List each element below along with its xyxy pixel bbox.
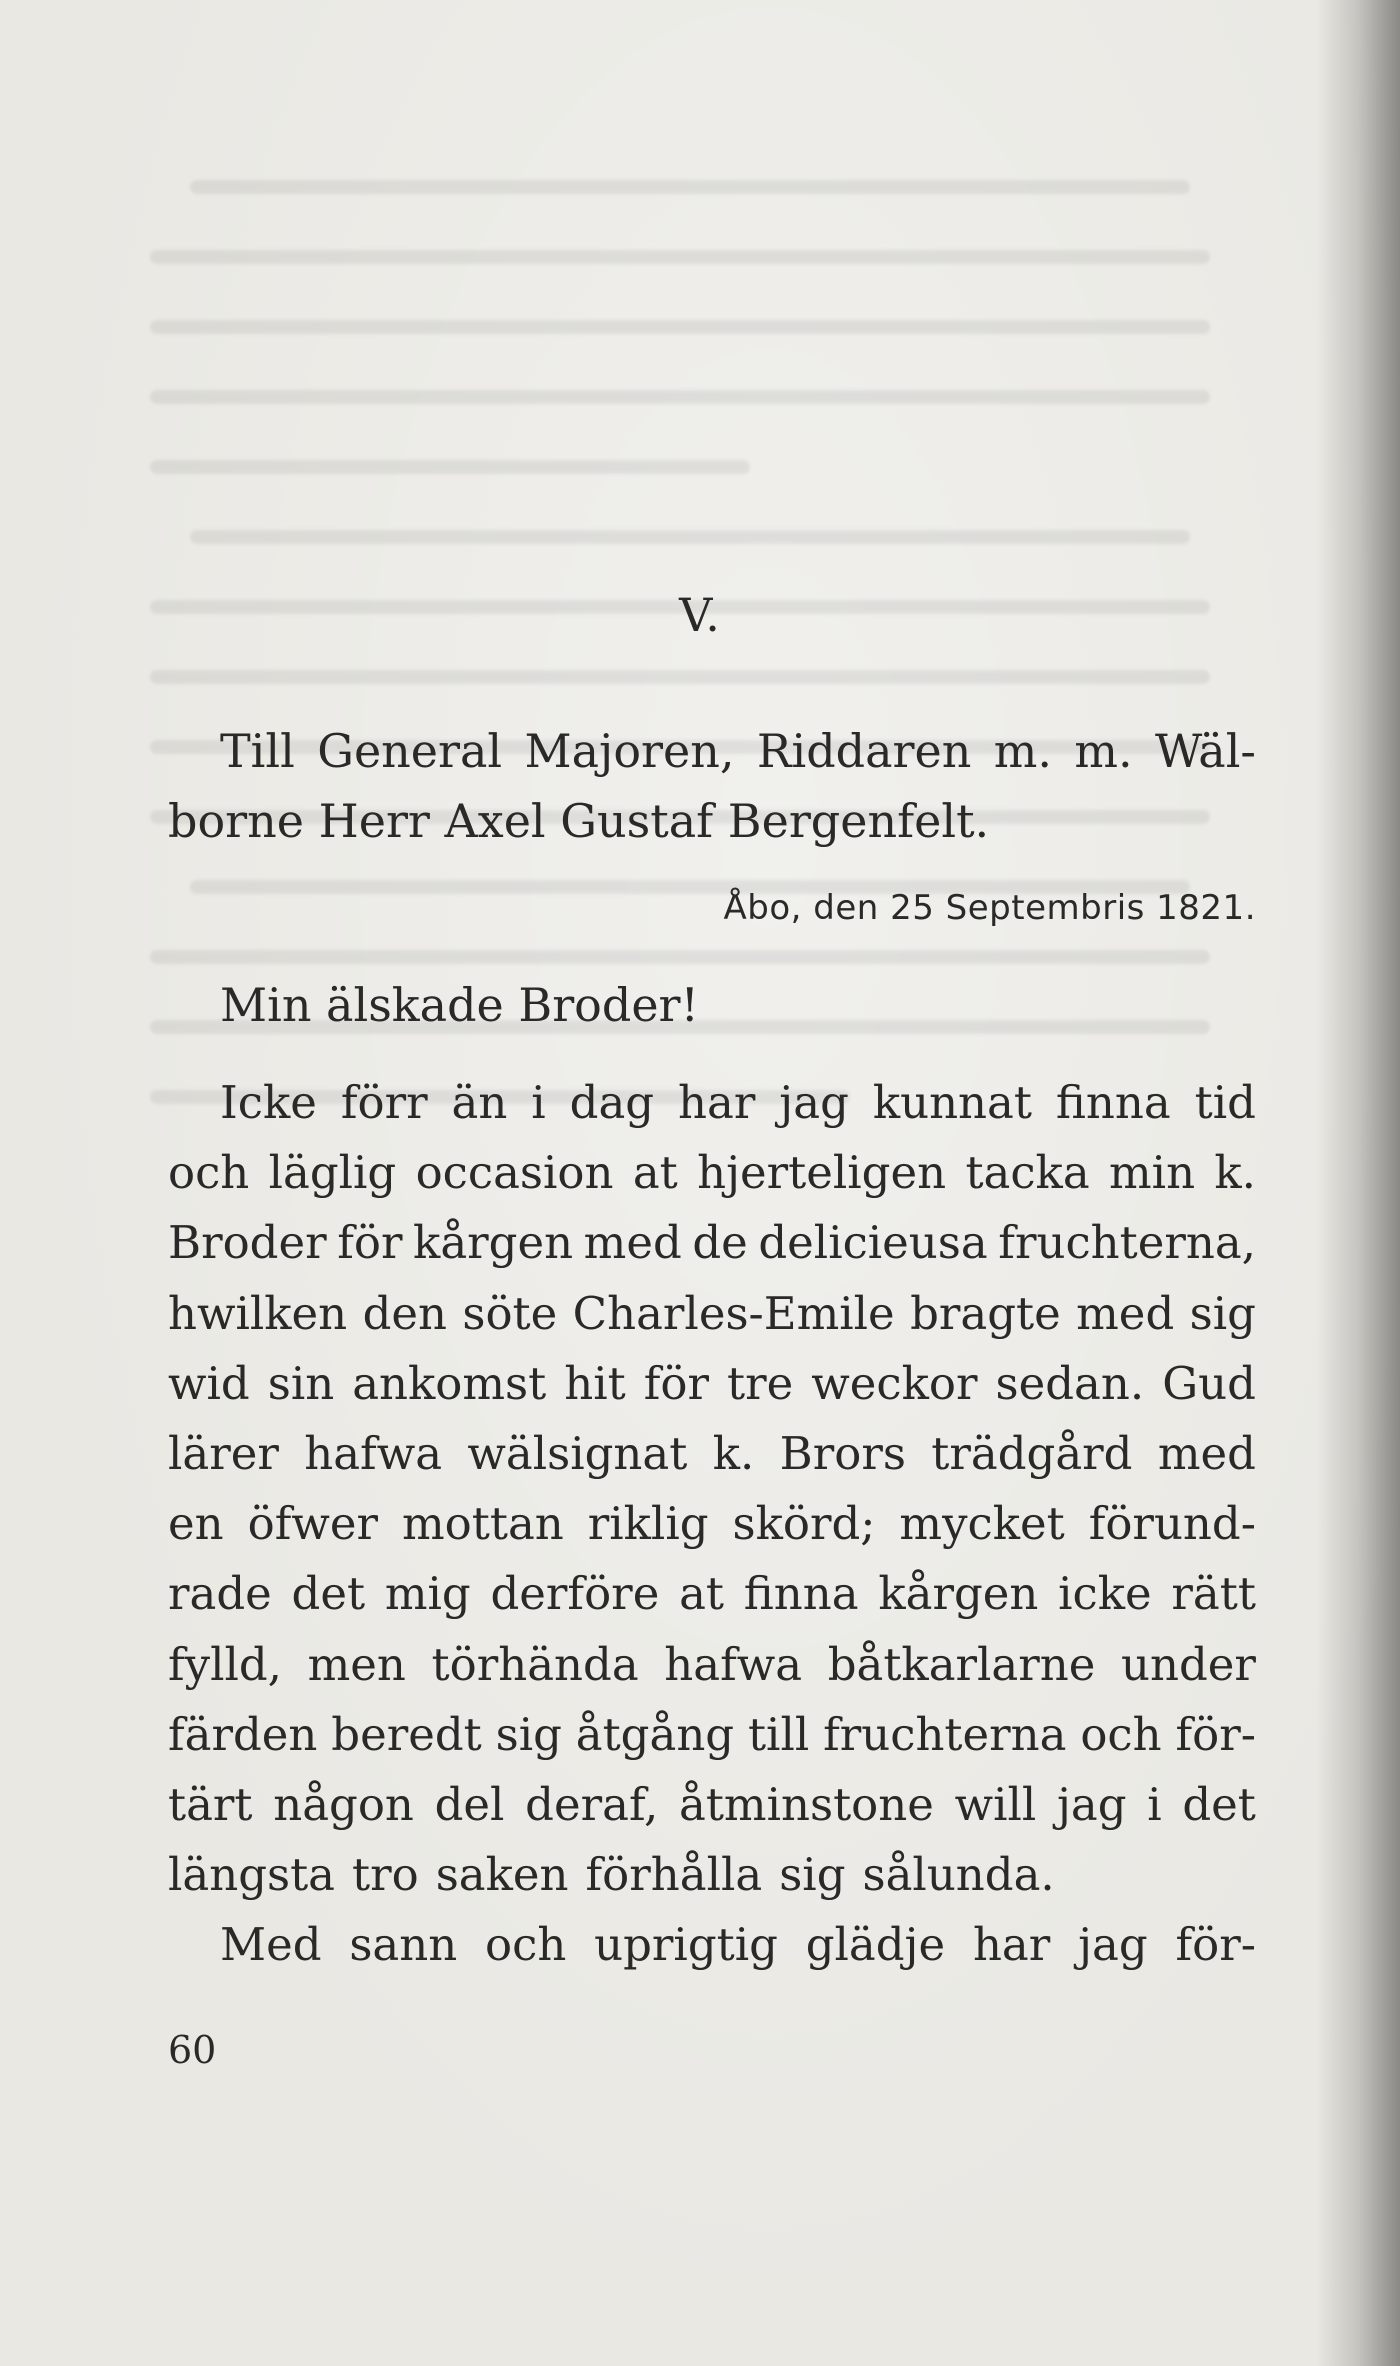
address-word: m. [1074,724,1133,778]
word: för- [1175,1918,1256,1972]
word: åtminstone [679,1777,934,1831]
word: kunnat [872,1076,1032,1129]
word: jag [1078,1918,1148,1972]
word: med [1157,1426,1256,1480]
page-number: 60 [168,2028,217,2072]
word: förhålla [585,1848,763,1902]
word: at [679,1567,725,1621]
word: tid [1194,1076,1256,1129]
word: jag [779,1076,849,1129]
word: tärt [168,1777,253,1831]
address-word: m. [993,724,1052,778]
word: tro [352,1848,419,1902]
word: för [643,1356,710,1410]
word: någon [273,1777,414,1831]
word: åtgång [575,1707,735,1761]
word: del [434,1777,505,1831]
text-line [168,1489,1256,1559]
word: k. [1214,1146,1256,1200]
word: finna [1055,1076,1171,1129]
word: och [1080,1707,1162,1761]
word: och [485,1918,567,1972]
word: jag [1056,1777,1127,1831]
text-line [168,1910,1256,1980]
text-line [168,1559,1256,1629]
word: hafwa [664,1637,803,1691]
text-line [168,1068,1256,1138]
address-word: Wäl- [1155,724,1256,778]
word: tacka [965,1146,1090,1200]
letter-dateline: Åbo, den 25 Septembris 1821. [723,888,1256,928]
word: trädgård [931,1426,1133,1480]
word: fruchterna, [998,1216,1256,1270]
address-word: Majoren, [524,724,735,778]
word: mottan [402,1497,564,1551]
word: förund- [1088,1497,1256,1551]
text-line [168,1279,1256,1349]
word: kårgen [413,1216,574,1270]
word: under [1121,1637,1256,1691]
word: ankomst [352,1356,547,1410]
word: sig [779,1848,846,1902]
text-line [168,1138,1256,1208]
word: det [291,1567,366,1621]
word: färden [168,1707,318,1761]
text-line [168,1630,1256,1700]
text-line [168,1208,1256,1278]
text-line [168,1700,1256,1770]
word: fylld, [168,1637,282,1691]
word: dag [569,1076,655,1129]
word: bragte [910,1286,1061,1340]
word: wälsignat [467,1426,688,1480]
word: de [692,1216,748,1270]
word: har [678,1076,756,1129]
letter-body [168,1068,1256,1980]
word: med [583,1216,682,1270]
word: deraf, [525,1777,659,1831]
word: Broder [168,1216,327,1270]
word: än [451,1076,508,1129]
word: den [362,1286,447,1340]
word: i [1147,1777,1162,1831]
word: delicieusa [758,1216,988,1270]
word: Charles-Emile [572,1286,895,1340]
word: hit [564,1356,626,1410]
word: sann [349,1918,458,1972]
word: will [954,1777,1037,1831]
word: med [1076,1286,1175,1340]
word: wid [168,1356,250,1410]
text-line [168,1419,1256,1489]
word: rade [168,1567,272,1621]
word: riklig [587,1497,709,1551]
address-line-1 [168,716,1256,786]
word: tre [727,1356,794,1410]
word: Med [220,1918,322,1972]
word: lärer [168,1426,279,1480]
word: förr [340,1076,428,1129]
word: till [747,1707,810,1761]
word: icke [1058,1567,1152,1621]
text-line [168,1770,1256,1840]
word: k. [712,1426,755,1480]
word: hwilken [168,1286,348,1340]
word: rätt [1171,1567,1256,1621]
word: fruchterna [823,1707,1067,1761]
letter-address [168,716,1256,856]
word: Brors [779,1426,906,1480]
word: båtkarlarne [827,1637,1096,1691]
letter-heading: V. [679,588,721,642]
word: hjerteligen [697,1146,947,1200]
word: mycket [899,1497,1065,1551]
word: sin [267,1356,335,1410]
letter-salutation: Min älskade Broder! [220,978,700,1032]
address-word: Till [220,724,295,778]
word: har [972,1918,1051,1972]
word: saken [435,1848,569,1902]
word: at [632,1146,678,1200]
word: derföre [490,1567,660,1621]
word: mig [384,1567,471,1621]
word: längsta [168,1848,336,1902]
word: weckor [811,1356,978,1410]
word: beredt [331,1707,482,1761]
word: en [168,1497,224,1551]
word: finna [743,1567,859,1621]
word: törhända [431,1637,639,1691]
word: occasion [415,1146,614,1200]
word: sig [1189,1286,1256,1340]
word: i [531,1076,546,1129]
word: sig [495,1707,562,1761]
word: läglig [268,1146,397,1200]
word: uprigtig [594,1918,778,1972]
address-word: General [317,724,503,778]
word: för [337,1216,403,1270]
address-line-2: borne Herr Axel Gustaf Bergenfelt. [168,794,990,848]
word: min [1109,1146,1196,1200]
word: och [168,1146,250,1200]
text-line [168,1349,1256,1419]
text-line [168,1840,1256,1910]
word: skörd; [732,1497,876,1551]
word: glädje [805,1918,946,1972]
word: hafwa [304,1426,443,1480]
word: söte [462,1286,558,1340]
word: Gud [1162,1356,1256,1410]
word: Icke [220,1076,317,1129]
word: men [307,1637,406,1691]
word: öfwer [247,1497,379,1551]
word: sedan. [995,1356,1145,1410]
address-word: Riddaren [756,724,972,778]
word: kårgen [878,1567,1039,1621]
word: sålunda. [862,1848,1055,1902]
word: det [1182,1777,1256,1831]
word: för- [1175,1707,1256,1761]
